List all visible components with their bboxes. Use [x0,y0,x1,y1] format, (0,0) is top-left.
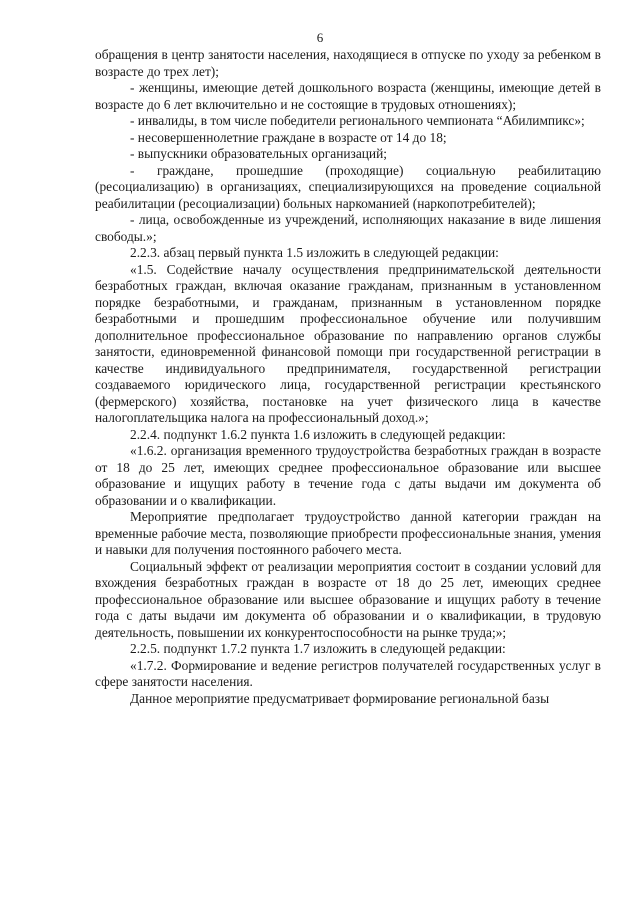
paragraph-continuation: обращения в центр занятости населения, находящиеся в отпуске по уходу за ребенком в возрасте до трех лет); [95,47,601,79]
page-number: 6 [316,30,324,45]
list-item-released: - лица, освобожденные из учреждений, исполняющих наказание в виде лишения свободы.»; [95,212,601,244]
paragraph-regional-base: Данное мероприятие предусматривает формирование региональной базы [130,690,550,706]
list-item-disabled: - инвалиды, в том числе победители регионального чемпионата “Абилимпикс»; [130,113,585,128]
document-body [95,47,601,707]
clause-1-6-2: «1.6.2. организация временного трудоустройства безработных граждан в возрасте от 18 до 25 лет, имеющих среднее профессиональное образование или высшее образование и ищущих работу в течение года с даты выдачи им документа об образовании и о квалификации. [95,443,601,508]
clause-1-7-2: «1.7.2. Формирование и ведение регистров получателей государственных услуг в сфере занятости населения. [95,657,601,689]
list-item-rehabilitation: - граждане, прошедшие (проходящие) социальную реабилитацию (ресоциализацию) в организациях, специализирующихся на проведение социальной реабилитации (ресоциализации) больных наркоманией (наркопотребителей); [95,162,601,211]
clause-2-2-5: 2.2.5. подпункт 1.7.2 пункта 1.7 изложить в следующей редакции: [130,641,506,656]
clause-2-2-3: 2.2.3. абзац первый пункта 1.5 изложить в следующей редакции: [130,245,499,260]
paragraph-measure: Мероприятие предполагает трудоустройство данной категории граждан на временные рабочие места, позволяющие приобрести профессиональные знания, умения и навыки для получения постоянного рабочего места. [95,509,601,557]
list-item-minors: - несовершеннолетние граждане в возрасте от 14 до 18; [130,129,447,145]
list-item-graduates: - выпускники образовательных организаций; [130,146,387,161]
list-item-women-preschool: - женщины, имеющие детей дошкольного возраста (женщины, имеющие детей в возрасте до 6 лет включительно и не состоящие в трудовых отношениях); [95,80,601,112]
paragraph-social-effect: Социальный эффект от реализации мероприятия состоит в создании условий для вхождения безработных граждан в возрасте от 18 до 25 лет, имеющих среднее профессиональное образование или высшее образование и ищущих работу в течение года с даты выдачи им документа об образовании и о квалификации, в трудовую деятельность, повышении их конкурентоспособности на рынке труда;»; [95,558,601,640]
clause-2-2-4: 2.2.4. подпункт 1.6.2 пункта 1.6 изложить в следующей редакции: [130,426,506,442]
clause-1-5: «1.5. Содействие началу осуществления предпринимательской деятельности безработных граждан, включая оказание гражданам, признанным в установленном порядке безработными, и гражданам, признанным в установленном порядке безработными и прошедшим профессиональное обучение или получившим дополнительное профессиональное образование по направлению органов службы занятости, единовременной финансовой помощи при государственной регистрации в качестве индивидуального предпринимателя, государственной регистрации создаваемого юридического лица, государственной регистрации крестьянского (фермерского) хозяйства, постановке на учет физического лица в качестве налогоплательщика налога на профессиональный доход.»; [95,261,601,425]
